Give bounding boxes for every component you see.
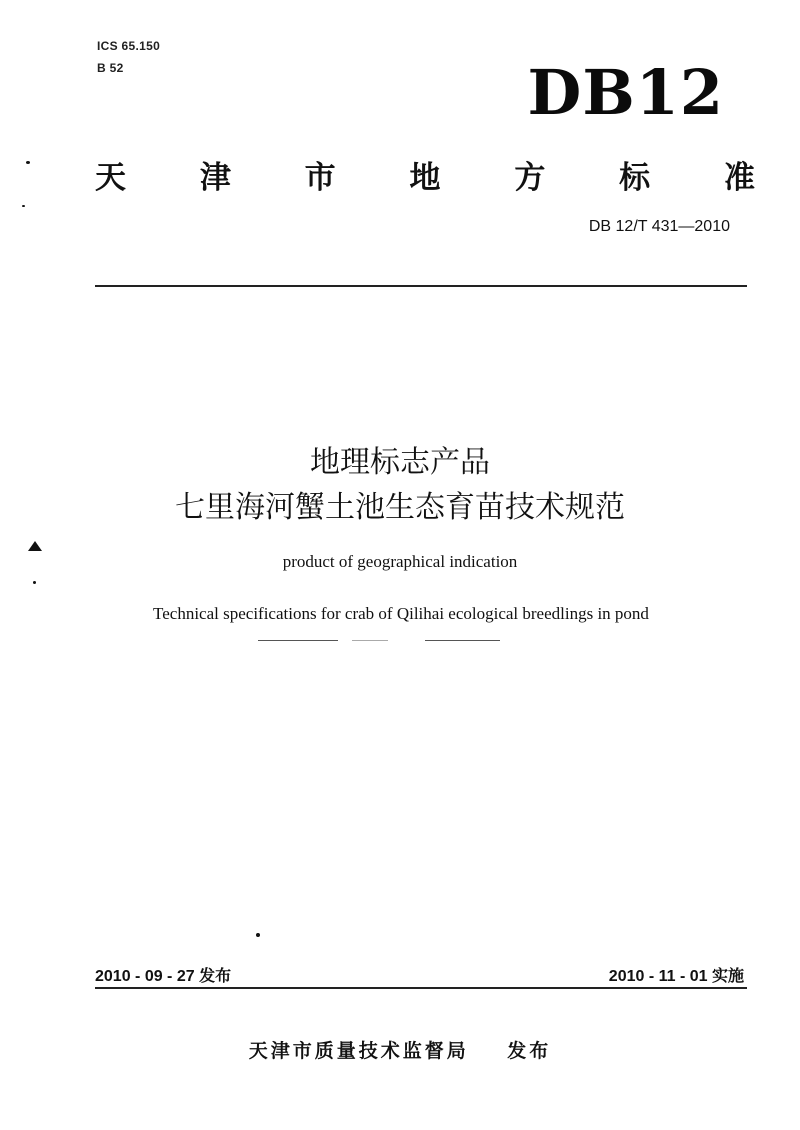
scan-speck [26, 161, 30, 164]
title-english-line-1: product of geographical indication [282, 552, 518, 571]
title-underline-segment [425, 640, 500, 641]
standard-type-char: 地 [409, 160, 441, 196]
header-divider [95, 285, 747, 287]
scan-speck [256, 933, 260, 937]
title-underline-segment [352, 640, 388, 641]
standard-mark: DB12 [527, 56, 724, 129]
standard-number: DB 12/T 431—2010 [588, 218, 730, 235]
standard-type-char: 准 [723, 160, 755, 196]
implementation-date: 2010 - 11 - 01 实施 [608, 968, 744, 985]
issuing-authority: 天津市质量技术监督局 发布 [248, 1040, 552, 1062]
release-date: 2010 - 09 - 27 发布 [95, 968, 232, 985]
ics-code: ICS 65.150 [97, 39, 161, 53]
standard-type [95, 152, 755, 197]
standard-type-char: 标 [619, 160, 651, 196]
scan-speck [33, 581, 36, 584]
standard-type-char: 天 [95, 160, 126, 196]
scan-speck [22, 205, 25, 207]
title-chinese-line-2: 七里海河蟹土池生态育苗技术规范 [175, 490, 625, 525]
ccs-code: B 52 [97, 61, 124, 75]
title-chinese-line-1: 地理标志产品 [310, 445, 490, 480]
standard-type-char: 方 [514, 160, 546, 196]
scan-mark [28, 541, 42, 551]
title-underline-segment [258, 640, 338, 641]
standard-type-char: 津 [199, 160, 231, 196]
title-english-line-2: Technical specifications for crab of Qilihai ecological breedlings in pond [153, 604, 649, 623]
footer-divider [95, 987, 747, 989]
standard-type-char: 市 [304, 160, 336, 196]
